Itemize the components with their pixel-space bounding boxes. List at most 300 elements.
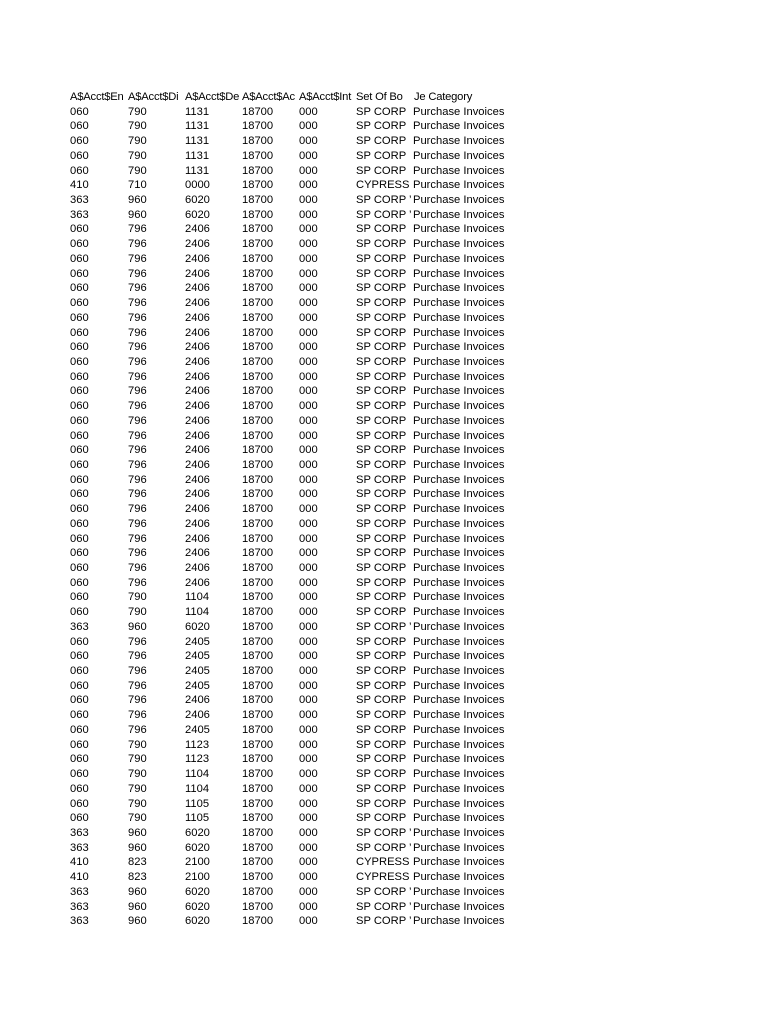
table-cell: 2405 bbox=[185, 635, 210, 648]
table-cell: 2406 bbox=[185, 547, 210, 560]
table-cell: SP CORP bbox=[356, 105, 407, 118]
table-cell: 790 bbox=[128, 782, 147, 795]
table-cell: 796 bbox=[128, 267, 147, 280]
table-cell: SP CORP bbox=[356, 444, 407, 457]
table-cell: SP CORP bbox=[356, 738, 407, 751]
table-cell: 060 bbox=[70, 723, 89, 736]
table-cell: Purchase Invoices bbox=[413, 871, 505, 884]
table-cell: 796 bbox=[128, 385, 147, 398]
table-cell: SP CORP bbox=[356, 267, 407, 280]
table-cell: 796 bbox=[128, 355, 147, 368]
table-cell: Purchase Invoices bbox=[413, 723, 505, 736]
table-cell: SP CORP bbox=[356, 341, 407, 354]
table-cell: 060 bbox=[70, 797, 89, 810]
table-cell: SP CORP bbox=[356, 650, 407, 663]
table-cell: Purchase Invoices bbox=[413, 282, 505, 295]
table-cell: 796 bbox=[128, 297, 147, 310]
table-cell: 1123 bbox=[185, 753, 210, 766]
table-cell: 6020 bbox=[185, 208, 210, 221]
table-cell: 000 bbox=[299, 238, 318, 251]
table-cell: 2406 bbox=[185, 473, 210, 486]
table-cell: 6020 bbox=[185, 900, 210, 913]
table-cell: 2406 bbox=[185, 238, 210, 251]
table-cell: 000 bbox=[299, 326, 318, 339]
table-cell: SP CORP bbox=[356, 679, 407, 692]
table-cell: SP CORP ’ bbox=[356, 915, 412, 928]
table-cell: 060 bbox=[70, 164, 89, 177]
table-cell: 410 bbox=[70, 179, 89, 192]
table-cell: 796 bbox=[128, 429, 147, 442]
table-cell: SP CORP bbox=[356, 135, 407, 148]
table-cell: 000 bbox=[299, 135, 318, 148]
table-cell: Purchase Invoices bbox=[413, 355, 505, 368]
table-cell: 796 bbox=[128, 547, 147, 560]
table-cell: 000 bbox=[299, 223, 318, 236]
table-cell: 796 bbox=[128, 679, 147, 692]
table-cell: 18700 bbox=[242, 400, 274, 413]
table-cell: SP CORP bbox=[356, 400, 407, 413]
table-cell: Purchase Invoices bbox=[413, 812, 505, 825]
table-cell: 060 bbox=[70, 311, 89, 324]
table-cell: 790 bbox=[128, 135, 147, 148]
table-cell: 000 bbox=[299, 120, 318, 133]
table-cell: 2405 bbox=[185, 679, 210, 692]
table-cell: 000 bbox=[299, 871, 318, 884]
table-cell: SP CORP bbox=[356, 164, 407, 177]
table-cell: Purchase Invoices bbox=[413, 135, 505, 148]
table-cell: 18700 bbox=[242, 782, 274, 795]
table-cell: 2405 bbox=[185, 650, 210, 663]
table-cell: 2406 bbox=[185, 400, 210, 413]
table-cell: Purchase Invoices bbox=[413, 753, 505, 766]
table-cell: 796 bbox=[128, 282, 147, 295]
table-cell: 060 bbox=[70, 326, 89, 339]
table-cell: Purchase Invoices bbox=[413, 473, 505, 486]
table-cell: 796 bbox=[128, 223, 147, 236]
table-cell: 790 bbox=[128, 797, 147, 810]
table-cell: 000 bbox=[299, 576, 318, 589]
table-cell: 1105 bbox=[185, 812, 210, 825]
table-cell: 796 bbox=[128, 635, 147, 648]
table-cell: 18700 bbox=[242, 576, 274, 589]
table-cell: SP CORP bbox=[356, 311, 407, 324]
table-cell: 1131 bbox=[185, 135, 210, 148]
table-cell: Purchase Invoices bbox=[413, 252, 505, 265]
table-cell: 000 bbox=[299, 562, 318, 574]
table-cell: 2100 bbox=[185, 856, 210, 869]
table-cell: 796 bbox=[128, 694, 147, 707]
table-cell: 000 bbox=[299, 458, 318, 471]
table-cell: 18700 bbox=[242, 223, 274, 236]
table-cell: 18700 bbox=[242, 723, 274, 736]
table-cell: 960 bbox=[128, 620, 147, 633]
table-cell: Purchase Invoices bbox=[413, 606, 505, 619]
table-cell: SP CORP bbox=[356, 591, 407, 604]
table-cell: 060 bbox=[70, 149, 89, 162]
table-cell: 000 bbox=[299, 385, 318, 398]
table-cell: SP CORP bbox=[356, 517, 407, 530]
table-cell: 790 bbox=[128, 738, 147, 751]
table-cell: 060 bbox=[70, 458, 89, 471]
table-cell: SP CORP bbox=[356, 429, 407, 442]
table-cell: SP CORP bbox=[356, 385, 407, 398]
table-cell: SP CORP bbox=[356, 723, 407, 736]
table-cell: 18700 bbox=[242, 606, 274, 619]
table-cell: 796 bbox=[128, 576, 147, 589]
table-cell: SP CORP bbox=[356, 355, 407, 368]
table-cell: 796 bbox=[128, 238, 147, 251]
table-cell: 060 bbox=[70, 768, 89, 781]
table-cell: 1123 bbox=[185, 738, 210, 751]
table-cell: 060 bbox=[70, 576, 89, 589]
table-cell: Purchase Invoices bbox=[413, 885, 505, 898]
table-cell: Purchase Invoices bbox=[413, 120, 505, 133]
table-cell: Purchase Invoices bbox=[413, 297, 505, 310]
table-cell: Purchase Invoices bbox=[413, 208, 505, 221]
table-cell: Purchase Invoices bbox=[413, 620, 505, 633]
table-cell: 2406 bbox=[185, 223, 210, 236]
table-cell: 796 bbox=[128, 400, 147, 413]
table-cell: 060 bbox=[70, 105, 89, 118]
table-cell: 796 bbox=[128, 665, 147, 678]
table-cell: 000 bbox=[299, 812, 318, 825]
table-cell: 060 bbox=[70, 267, 89, 280]
table-cell: SP CORP ’ bbox=[356, 885, 412, 898]
table-cell: SP CORP bbox=[356, 149, 407, 162]
table-cell: 796 bbox=[128, 488, 147, 501]
table-cell: SP CORP bbox=[356, 223, 407, 236]
table-cell: 000 bbox=[299, 694, 318, 707]
table-cell: SP CORP ’ bbox=[356, 841, 412, 854]
table-cell: 960 bbox=[128, 915, 147, 928]
table-cell: 18700 bbox=[242, 503, 274, 516]
table-cell: 000 bbox=[299, 311, 318, 324]
table-cell: 18700 bbox=[242, 753, 274, 766]
table-cell: SP CORP bbox=[356, 576, 407, 589]
table-cell: 000 bbox=[299, 606, 318, 619]
table-cell: 000 bbox=[299, 547, 318, 560]
table-cell: 410 bbox=[70, 856, 89, 869]
table-cell: 18700 bbox=[242, 120, 274, 133]
table-cell: Purchase Invoices bbox=[413, 238, 505, 251]
table-cell: SP CORP bbox=[356, 782, 407, 795]
column-header: A$Acct$Int bbox=[299, 91, 352, 103]
table-cell: 000 bbox=[299, 488, 318, 501]
table-cell: 000 bbox=[299, 341, 318, 354]
table-cell: 2406 bbox=[185, 267, 210, 280]
table-cell: 000 bbox=[299, 709, 318, 722]
table-cell: 18700 bbox=[242, 385, 274, 398]
table-cell: 796 bbox=[128, 473, 147, 486]
table-cell: 363 bbox=[70, 194, 89, 207]
table-cell: Purchase Invoices bbox=[413, 768, 505, 781]
table-cell: 2406 bbox=[185, 252, 210, 265]
table-cell: 000 bbox=[299, 194, 318, 207]
table-cell: 2406 bbox=[185, 458, 210, 471]
table-cell: 796 bbox=[128, 503, 147, 516]
table-cell: 363 bbox=[70, 885, 89, 898]
table-cell: 000 bbox=[299, 841, 318, 854]
table-cell: 18700 bbox=[242, 885, 274, 898]
table-cell: 796 bbox=[128, 650, 147, 663]
table-cell: Purchase Invoices bbox=[413, 179, 505, 192]
table-cell: 2405 bbox=[185, 665, 210, 678]
table-cell: CYPRESS bbox=[356, 871, 410, 884]
table-cell: Purchase Invoices bbox=[413, 149, 505, 162]
table-cell: 060 bbox=[70, 282, 89, 295]
table-cell: 060 bbox=[70, 812, 89, 825]
table-cell: 18700 bbox=[242, 429, 274, 442]
table-cell: 000 bbox=[299, 665, 318, 678]
table-cell: 363 bbox=[70, 915, 89, 928]
table-cell: SP CORP bbox=[356, 252, 407, 265]
table-cell: 796 bbox=[128, 370, 147, 383]
table-cell: 1131 bbox=[185, 105, 210, 118]
table-cell: 060 bbox=[70, 517, 89, 530]
table-cell: 796 bbox=[128, 252, 147, 265]
table-cell: 18700 bbox=[242, 856, 274, 869]
table-cell: 000 bbox=[299, 282, 318, 295]
table-cell: Purchase Invoices bbox=[413, 738, 505, 751]
table-cell: 18700 bbox=[242, 871, 274, 884]
table-cell: 790 bbox=[128, 753, 147, 766]
table-cell: 2406 bbox=[185, 532, 210, 545]
table-cell: SP CORP bbox=[356, 768, 407, 781]
table-cell: Purchase Invoices bbox=[413, 194, 505, 207]
table-cell: Purchase Invoices bbox=[413, 532, 505, 545]
table-cell: 000 bbox=[299, 297, 318, 310]
table-cell: 796 bbox=[128, 311, 147, 324]
table-cell: Purchase Invoices bbox=[413, 105, 505, 118]
table-cell: 2406 bbox=[185, 562, 210, 574]
table-cell: Purchase Invoices bbox=[413, 341, 505, 354]
table-cell: 060 bbox=[70, 694, 89, 707]
table-cell: 000 bbox=[299, 635, 318, 648]
column-header: A$Acct$Ac bbox=[242, 91, 295, 103]
table-cell: 2406 bbox=[185, 576, 210, 589]
table-cell: 000 bbox=[299, 355, 318, 368]
table-cell: SP CORP ’ bbox=[356, 620, 412, 633]
table-cell: 790 bbox=[128, 591, 147, 604]
table-cell: 2406 bbox=[185, 341, 210, 354]
table-cell: 18700 bbox=[242, 812, 274, 825]
table-cell: Purchase Invoices bbox=[413, 370, 505, 383]
table-cell: 18700 bbox=[242, 591, 274, 604]
table-cell: 060 bbox=[70, 547, 89, 560]
table-cell: Purchase Invoices bbox=[413, 900, 505, 913]
table-cell: SP CORP bbox=[356, 503, 407, 516]
table-cell: 060 bbox=[70, 665, 89, 678]
table-cell: Purchase Invoices bbox=[413, 782, 505, 795]
table-cell: 18700 bbox=[242, 473, 274, 486]
table-cell: Purchase Invoices bbox=[413, 547, 505, 560]
table-cell: 18700 bbox=[242, 238, 274, 251]
table-cell: 1131 bbox=[185, 164, 210, 177]
table-cell: 18700 bbox=[242, 297, 274, 310]
table-cell: 060 bbox=[70, 120, 89, 133]
table-cell: 790 bbox=[128, 606, 147, 619]
table-cell: SP CORP bbox=[356, 753, 407, 766]
table-cell: SP CORP bbox=[356, 120, 407, 133]
table-cell: 000 bbox=[299, 738, 318, 751]
table-cell: 1105 bbox=[185, 797, 210, 810]
table-cell: 18700 bbox=[242, 444, 274, 457]
table-cell: Purchase Invoices bbox=[413, 326, 505, 339]
table-cell: 18700 bbox=[242, 488, 274, 501]
table-cell: 060 bbox=[70, 532, 89, 545]
table-cell: 823 bbox=[128, 871, 147, 884]
table-cell: 6020 bbox=[185, 841, 210, 854]
table-cell: 363 bbox=[70, 900, 89, 913]
table-cell: 18700 bbox=[242, 135, 274, 148]
table-cell: SP CORP ’ bbox=[356, 900, 412, 913]
table-cell: 060 bbox=[70, 341, 89, 354]
table-cell: 060 bbox=[70, 503, 89, 516]
table-cell: 18700 bbox=[242, 326, 274, 339]
table-cell: 000 bbox=[299, 650, 318, 663]
table-cell: SP CORP bbox=[356, 473, 407, 486]
table-cell: 18700 bbox=[242, 179, 274, 192]
table-cell: 790 bbox=[128, 120, 147, 133]
table-cell: 000 bbox=[299, 149, 318, 162]
table-cell: 000 bbox=[299, 620, 318, 633]
table-cell: 2406 bbox=[185, 503, 210, 516]
table-cell: Purchase Invoices bbox=[413, 635, 505, 648]
table-cell: Purchase Invoices bbox=[413, 414, 505, 427]
table-cell: 060 bbox=[70, 400, 89, 413]
table-cell: 18700 bbox=[242, 547, 274, 560]
table-cell: 796 bbox=[128, 414, 147, 427]
table-cell: 000 bbox=[299, 370, 318, 383]
table-cell: 796 bbox=[128, 562, 147, 574]
table-cell: SP CORP bbox=[356, 606, 407, 619]
table-cell: Purchase Invoices bbox=[413, 517, 505, 530]
table-cell: SP CORP bbox=[356, 326, 407, 339]
table-cell: 060 bbox=[70, 385, 89, 398]
table-cell: 000 bbox=[299, 400, 318, 413]
table-cell: CYPRESS bbox=[356, 856, 410, 869]
table-cell: 060 bbox=[70, 562, 89, 574]
table-cell: 2406 bbox=[185, 370, 210, 383]
table-cell: 1104 bbox=[185, 591, 210, 604]
table-cell: 18700 bbox=[242, 208, 274, 221]
table-cell: Purchase Invoices bbox=[413, 797, 505, 810]
table-cell: 2406 bbox=[185, 414, 210, 427]
table-cell: Purchase Invoices bbox=[413, 709, 505, 722]
table-cell: 060 bbox=[70, 429, 89, 442]
table-cell: 796 bbox=[128, 517, 147, 530]
table-cell: 060 bbox=[70, 252, 89, 265]
table-cell: 796 bbox=[128, 723, 147, 736]
table-cell: Purchase Invoices bbox=[413, 267, 505, 280]
table-cell: Purchase Invoices bbox=[413, 665, 505, 678]
table-cell: 000 bbox=[299, 444, 318, 457]
table-cell: 000 bbox=[299, 517, 318, 530]
table-cell: 000 bbox=[299, 252, 318, 265]
table-cell: 000 bbox=[299, 915, 318, 928]
table-cell: 18700 bbox=[242, 355, 274, 368]
table-cell: 18700 bbox=[242, 694, 274, 707]
table-cell: 790 bbox=[128, 149, 147, 162]
table-cell: 060 bbox=[70, 297, 89, 310]
table-cell: 18700 bbox=[242, 900, 274, 913]
table-cell: 000 bbox=[299, 208, 318, 221]
table-cell: 060 bbox=[70, 679, 89, 692]
table-cell: 2406 bbox=[185, 297, 210, 310]
table-cell: Purchase Invoices bbox=[413, 841, 505, 854]
table-cell: 000 bbox=[299, 414, 318, 427]
table-cell: 2406 bbox=[185, 326, 210, 339]
table-cell: 960 bbox=[128, 194, 147, 207]
table-cell: 1131 bbox=[185, 149, 210, 162]
table-cell: 18700 bbox=[242, 841, 274, 854]
table-cell: Purchase Invoices bbox=[413, 826, 505, 839]
table-cell: Purchase Invoices bbox=[413, 503, 505, 516]
column-header: A$Acct$Di bbox=[128, 91, 179, 103]
table-cell: 2406 bbox=[185, 355, 210, 368]
table-cell: 18700 bbox=[242, 194, 274, 207]
table-cell: 18700 bbox=[242, 341, 274, 354]
table-cell: 18700 bbox=[242, 709, 274, 722]
table-cell: 796 bbox=[128, 532, 147, 545]
table-cell: 2406 bbox=[185, 488, 210, 501]
table-cell: Purchase Invoices bbox=[413, 856, 505, 869]
table-cell: 060 bbox=[70, 414, 89, 427]
table-cell: 060 bbox=[70, 238, 89, 251]
table-cell: Purchase Invoices bbox=[413, 429, 505, 442]
table-cell: 060 bbox=[70, 738, 89, 751]
table-cell: 18700 bbox=[242, 738, 274, 751]
table-cell: 18700 bbox=[242, 679, 274, 692]
table-cell: 18700 bbox=[242, 562, 274, 574]
table-cell: SP CORP bbox=[356, 797, 407, 810]
table-cell: 2405 bbox=[185, 723, 210, 736]
table-cell: 1131 bbox=[185, 120, 210, 133]
table-cell: SP CORP bbox=[356, 238, 407, 251]
table-cell: Purchase Invoices bbox=[413, 576, 505, 589]
table-cell: 000 bbox=[299, 856, 318, 869]
table-cell: 000 bbox=[299, 723, 318, 736]
table-cell: 2406 bbox=[185, 444, 210, 457]
table-cell: Purchase Invoices bbox=[413, 591, 505, 604]
table-cell: 060 bbox=[70, 444, 89, 457]
table-cell: 363 bbox=[70, 620, 89, 633]
table-cell: 6020 bbox=[185, 885, 210, 898]
table-cell: Purchase Invoices bbox=[413, 562, 505, 574]
column-header: A$Acct$De bbox=[185, 91, 240, 103]
table-cell: Purchase Invoices bbox=[413, 915, 505, 928]
table-cell: 960 bbox=[128, 208, 147, 221]
table-cell: SP CORP bbox=[356, 297, 407, 310]
table-cell: 960 bbox=[128, 885, 147, 898]
table-cell: 18700 bbox=[242, 532, 274, 545]
table-cell: 2406 bbox=[185, 694, 210, 707]
table-cell: 18700 bbox=[242, 517, 274, 530]
table-cell: CYPRESS bbox=[356, 179, 410, 192]
table-cell: Purchase Invoices bbox=[413, 311, 505, 324]
table-cell: 060 bbox=[70, 223, 89, 236]
table-cell: 060 bbox=[70, 135, 89, 148]
column-header: Je Category bbox=[414, 91, 473, 103]
table-cell: 000 bbox=[299, 164, 318, 177]
table-cell: SP CORP bbox=[356, 709, 407, 722]
table-cell: SP CORP bbox=[356, 547, 407, 560]
table-cell: 060 bbox=[70, 650, 89, 663]
table-cell: 000 bbox=[299, 797, 318, 810]
table-cell: Purchase Invoices bbox=[413, 385, 505, 398]
table-cell: 18700 bbox=[242, 149, 274, 162]
table-cell: 1104 bbox=[185, 768, 210, 781]
